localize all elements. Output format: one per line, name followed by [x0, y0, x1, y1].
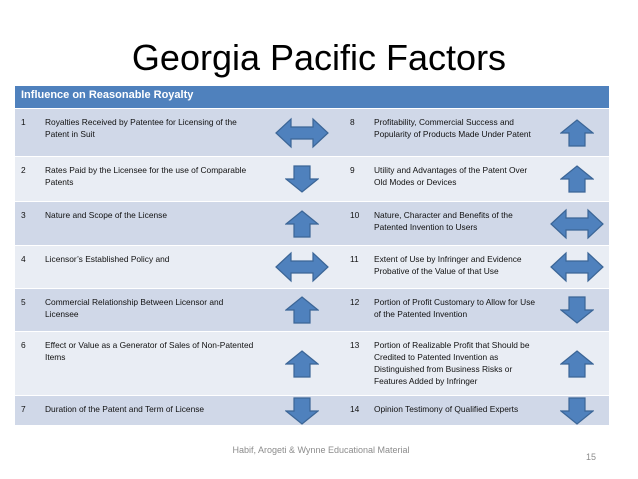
- table-header-row: [15, 86, 609, 109]
- factor-description: Opinion Testimony of Qualified Experts: [368, 396, 544, 426]
- influence-cell: [259, 202, 344, 246]
- influence-cell: [544, 246, 609, 289]
- factor-description: Portion of Profit Customary to Allow for Use of the Patented Invention: [368, 289, 544, 332]
- factor-number: 5: [15, 289, 39, 332]
- double-arrow-icon: [544, 250, 609, 284]
- up-arrow-icon: [259, 296, 344, 324]
- table-row: [15, 396, 609, 426]
- footer-note: Habif, Arogeti & Wynne Educational Material: [232, 445, 410, 455]
- factor-number: 12: [344, 289, 368, 332]
- influence-cell: [259, 157, 344, 202]
- influence-cell: [259, 109, 344, 157]
- down-arrow-icon: [259, 397, 344, 425]
- influence-cell: [544, 202, 609, 246]
- factor-number: 2: [15, 157, 39, 202]
- factor-description: Extent of Use by Infringer and Evidence Probative of the Value of that Use: [368, 246, 544, 289]
- factor-number: 9: [344, 157, 368, 202]
- factor-number: 14: [344, 396, 368, 426]
- factors-table: [15, 86, 609, 426]
- factor-description: Rates Paid by the Licensee for the use of Comparable Patents: [39, 157, 259, 202]
- up-arrow-icon: [544, 350, 609, 378]
- double-arrow-icon: [544, 207, 609, 241]
- factor-number: 8: [344, 109, 368, 157]
- influence-cell: [544, 332, 609, 396]
- factor-number: 6: [15, 332, 39, 396]
- up-arrow-icon: [259, 350, 344, 378]
- factor-description: Profitability, Commercial Success and Popularity of Products Made Under Patent: [368, 109, 544, 157]
- factor-description: Portion of Realizable Profit that Should be Credited to Patented Invention as Distinguished from Business Risks or Features Added by Infringer: [368, 332, 544, 396]
- page-number: 15: [586, 452, 597, 462]
- influence-cell: [259, 332, 344, 396]
- factor-number: 4: [15, 246, 39, 289]
- influence-cell: [259, 289, 344, 332]
- down-arrow-icon: [544, 296, 609, 324]
- factor-description: Effect or Value as a Generator of Sales of Non-Patented Items: [39, 332, 259, 396]
- influence-cell: [544, 396, 609, 426]
- up-arrow-icon: [259, 210, 344, 238]
- influence-cell: [259, 396, 344, 426]
- factor-number: 7: [15, 396, 39, 426]
- slide-title: Georgia Pacific Factors: [131, 37, 507, 78]
- influence-cell: [544, 157, 609, 202]
- factor-number: 11: [344, 246, 368, 289]
- table-header: Influence on Reasonable Royalty: [15, 86, 609, 109]
- up-arrow-icon: [544, 119, 609, 147]
- factor-description: Utility and Advantages of the Patent Over Old Modes or Devices: [368, 157, 544, 202]
- table-row: [15, 289, 609, 332]
- up-arrow-icon: [544, 165, 609, 193]
- factor-description: Royalties Received by Patentee for Licensing of the Patent in Suit: [39, 109, 259, 157]
- table-row: [15, 332, 609, 396]
- factor-description: Nature and Scope of the License: [39, 202, 259, 246]
- factor-number: 10: [344, 202, 368, 246]
- influence-cell: [544, 289, 609, 332]
- factor-number: 1: [15, 109, 39, 157]
- influence-cell: [259, 246, 344, 289]
- down-arrow-icon: [544, 397, 609, 425]
- table-row: [15, 109, 609, 157]
- factor-number: 13: [344, 332, 368, 396]
- double-arrow-icon: [259, 116, 344, 150]
- table-row: [15, 246, 609, 289]
- factor-description: Duration of the Patent and Term of License: [39, 396, 259, 426]
- down-arrow-icon: [259, 165, 344, 193]
- table-row: [15, 157, 609, 202]
- influence-cell: [544, 109, 609, 157]
- table-row: [15, 202, 609, 246]
- double-arrow-icon: [259, 250, 344, 284]
- factor-number: 3: [15, 202, 39, 246]
- factor-description: Nature, Character and Benefits of the Patented Invention to Users: [368, 202, 544, 246]
- factor-description: Licensor’s Established Policy and: [39, 246, 259, 289]
- factor-description: Commercial Relationship Between Licensor and Licensee: [39, 289, 259, 332]
